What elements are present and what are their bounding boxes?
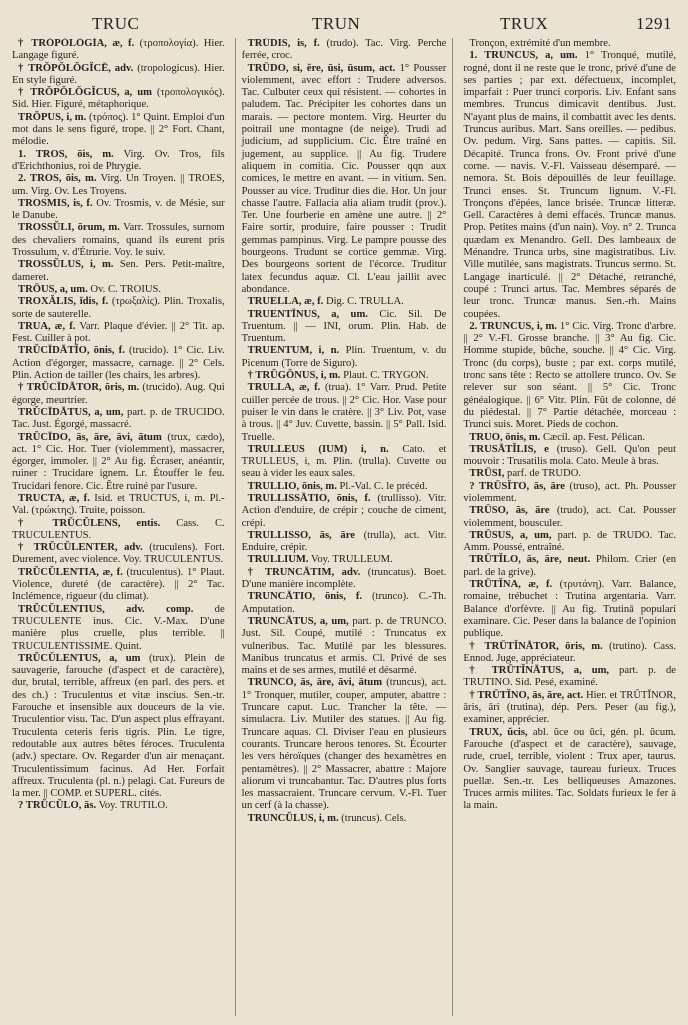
- dictionary-entry: [12, 653, 225, 801]
- entry-definition: (trulla), act. Vitr. Enduire, crépir.: [241, 529, 447, 554]
- entry-definition: Philom. Crier (en parl. de la grive).: [463, 554, 677, 578]
- entry-headword: TROSSŬLI, ōrum, m.: [18, 222, 120, 234]
- entry-headword: TRŬCŬLENTUS, a, um: [18, 652, 141, 664]
- entry-headword: TRŪSO, ās, āre: [469, 505, 550, 517]
- dictionary-entry: [12, 800, 225, 812]
- entry-definition: parf. de TRUDO.: [507, 468, 581, 480]
- dictionary-entry: [12, 149, 225, 174]
- entry-definition: Sen. Pers. Petit-maître, dameret.: [12, 259, 225, 283]
- entry-headword: TRUNCŬLUS, i, m.: [247, 812, 339, 824]
- entry-definition: part. p. de TRUDO. Tac. Amm. Poussé, entraîné.: [463, 529, 676, 554]
- entry-headword: TROSSŬLUS, i, m.: [18, 259, 114, 271]
- entry-definition: Virg. Un Troyen. || TROES, um. Virg. Ov. Les Troyens.: [12, 173, 225, 197]
- entry-definition: Plin. Truentum, v. du Picenum (Torre de Siguro).: [241, 345, 447, 369]
- entry-headword: TROSMIS, is, f.: [18, 197, 93, 209]
- entry-headword: 1. TROS, ōis, m.: [18, 148, 114, 160]
- center-running-head: TRUN: [312, 14, 361, 33]
- dictionary-entry: [242, 370, 447, 382]
- entry-definition: (τροπολογικός). Sid. Hier. Figuré, métaphorique.: [12, 87, 225, 111]
- entry-headword: TRUA, æ, f.: [18, 320, 76, 332]
- entry-headword: TRŪDIS, is, f.: [247, 38, 320, 49]
- column-left: [12, 38, 225, 1016]
- entry-definition: Varr. Plaque d'évier. || 2° Tit. ap. Fest. Cuiller à pot.: [12, 320, 225, 345]
- entry-headword: ? TRŪSĬTO, ās, āre: [469, 480, 565, 492]
- right-running-head: TRUX: [500, 14, 549, 33]
- dictionary-entry: [12, 284, 225, 296]
- entry-headword: TRUO, ōnis, m.: [469, 431, 541, 443]
- dictionary-entry: [242, 530, 447, 555]
- entry-definition: part. p. de TRUTINO. Sid. Pesé, examiné.: [463, 665, 677, 689]
- dictionary-entry: [463, 444, 676, 469]
- entry-definition: (τροπολογία). Hier. Langage figuré.: [12, 38, 225, 62]
- entry-definition: (τρυτάνη). Varr. Balance, romaine, trébuchet : Trutina argentaria. Varr. Balance d'orfèvre. || Au fig. Trutinā populari examinare. Cic. Peser dans la balance de l'opinion publique.: [463, 579, 677, 640]
- entry-headword: TRULLISSĀTIO, ōnis, f.: [247, 492, 371, 504]
- dictionary-entry: [242, 296, 447, 308]
- entry-definition: 1° Cic. Virg. Tronc d'arbre. || 2° V.-Fl. Grosse branche. || 3° Au fig. Cic. Homme stupide, bûche, souche. || 4° Cic. Virg. Tronc (du corps), buste ; par ext. corps mutilé, tronc sans tête : Recto se attollere trunco. Ov. Se relever sur son séant. || 5° Cic. Tronc généalogique. || 6° Vitr. Plin. Fût de colonne, dé du piédestal. || 7° Partie détachée, morceau : Trunci suis. Moret. Pieds de cochon.: [463, 320, 677, 431]
- dictionary-entry: [463, 505, 676, 530]
- entry-definition: Cass. C. TRUCULENTUS.: [12, 517, 225, 541]
- dictionary-entry: [242, 493, 447, 530]
- dictionary-entry: [12, 493, 225, 518]
- entry-definition: (trux). Plein de sauvagerie, farouche (d'aspect et de caractère), dur, brutal, terrible, affreux (en parl. des pers. et des ch.) : Truculentus et vitæ inscius. Sen.-tr. Farouche et insensible aux douceurs de la vie. Truculentior visu. Tac. D'un aspect plus effrayant. Truculenta ceteris feris tigris. Plin. Le tigre, redoutable aux autres bêtes féroces. Truculenta (adv.) spectare. Ov. Regarder d'un air menaçant. Truculentissimum facinus. Ad Her. Forfait affreux. Truculenta (pl. n.) pelagi. Cat. Fureurs de la mer. || COMP. et SUPERL. cités.: [12, 652, 225, 800]
- entry-headword: † TRŬCĪDĀTOR, ōris, m.: [18, 382, 140, 394]
- entry-headword: † TRŎPŎLŎGĬCĒ, adv.: [18, 62, 134, 74]
- entry-definition: (truso). Gell. Qu'on peut mouvoir : Trusatilis mola. Cato. Meule à bras.: [463, 443, 677, 468]
- dictionary-entry: [242, 567, 447, 592]
- dictionary-entry: [12, 518, 225, 543]
- dictionary-entry: [12, 382, 225, 407]
- entry-headword: † TRUNCĀTIM, adv.: [247, 566, 361, 578]
- entry-definition: part. p. de TRUNCO. Just. Sil. Coupé, mutilé : Truncatus ex vulneribus. Tac. Mutilé par les blessures. Manibus truncatus et armis. Cl. Privé de ses mains et de ses armes, mutilé et désarmé.: [241, 615, 447, 677]
- dictionary-entry: [242, 813, 447, 825]
- dictionary-entry: [463, 641, 676, 666]
- dictionary-entry: [242, 591, 447, 616]
- dictionary-entry: [242, 38, 447, 63]
- entry-headword: ? TRŬCŬLO, ās.: [18, 800, 97, 812]
- entry-definition: (τρωξαλίς). Plin. Troxalis, sorte de sauterelle.: [12, 296, 225, 320]
- dictionary-entry: [242, 616, 447, 677]
- entry-definition: Voy. TRULLEUM.: [311, 554, 393, 566]
- entry-headword: TRUNCĀTIO, ōnis, f.: [247, 591, 363, 603]
- entry-headword: TRŪDO, si, ĕre, ūsi, ūsum, act.: [247, 62, 396, 74]
- dictionary-entry: [12, 173, 225, 198]
- entry-headword: TRŬCŬLENTIA, æ, f.: [18, 566, 123, 578]
- entry-headword: TRUNCĀTUS, a, um,: [247, 615, 349, 627]
- entry-definition: 1° Tronqué, mutilé, rogné, dont il ne reste que le tronc, privé d'une de ses parties ; par ext. défectueux, incomplet, imparfait : Puer trunci corporis. Liv. Enfant sans membres. Truncus dimicavit dentibus. Just. N'ayant plus de mains, il combattit avec les dents. Truncus auribus. Mart. Sans oreilles. — pedibus. Ov. pedum. Virg. Sans pattes. — capitis. Sil. Décapité. Trunca frons. Ov. Front privé d'une corne. — navis. V.-Fl. Vaisseau désemparé. — nemora. St. Bois dépouillés de leur feuillage. Trunci enses. St. Truncum lignum. V.-Fl. Tronçons d'épées, lance brisée. Truncæ litteræ. Gell. Caractères à demi effacés. Truncæ manus. Prop. Petites mains (d'un nain). Voy. n° 2. Trunca quædam ex Menandro. Gell. Des lambeaux de Ménandre. Trunca urbs, sine magistratibus. Liv. Ville mutilée, sans magistrats. Truncus sermo. St. Langage inarticulé. || 2° Détaché, retranché, coupé : Trunci artus. Tac. Membres séparés de leur tronc. Truncæ manus. Sen.-rh. Mains coupées.: [463, 50, 677, 320]
- entry-definition: (trunco). C.-Th. Amputation.: [241, 591, 447, 615]
- entry-headword: TRŪTĬLO, ās, āre, neut.: [469, 554, 591, 566]
- dictionary-entry: [463, 432, 676, 444]
- dictionary-entry: [463, 665, 676, 690]
- dictionary-entry: [463, 579, 676, 640]
- entry-definition: Virg. Ov. Tros, fils d'Erichthonius, roi de Phrygie.: [12, 148, 225, 172]
- entry-headword: TRULLIUM.: [247, 554, 309, 566]
- entry-definition: Hier. et TRŪTĬNOR, āris, āri (trutina), dép. Pers. Peser (au fig.), examiner, apprécier.: [463, 689, 677, 726]
- entry-definition: Cæcil. ap. Fest. Pélican.: [542, 431, 646, 443]
- dictionary-entry: [12, 38, 225, 63]
- dictionary-entry: [12, 87, 225, 112]
- entry-definition: (τρόπος). 1° Quint. Emploi d'un mot dans le sens figuré, trope. || 2° Fort. Chant, mélodie.: [12, 111, 225, 148]
- dictionary-entry: [242, 444, 447, 481]
- dictionary-entry: [463, 727, 676, 813]
- left-running-head: TRUC: [92, 14, 140, 33]
- entry-headword: TRŪSUS, a, um,: [469, 529, 552, 541]
- entry-headword: TRUNCO, ās, āre, āvi, ātum: [247, 677, 383, 689]
- entry-headword: TRULLISSO, ās, āre: [247, 529, 355, 541]
- dictionary-entry: [242, 481, 447, 493]
- entry-definition: part. p. de TRUCIDO. Tac. Just. Égorgé, massacré.: [12, 406, 225, 431]
- dictionary-entry: [463, 554, 676, 579]
- entry-definition: Pl.-Val. C. le précéd.: [339, 480, 428, 492]
- entry-definition: de TRUCULENTE inus. Cic. V.-Max. D'une manière plus cruelle, plus terrible. || TRUCULENTISSIME. Quint.: [12, 603, 225, 652]
- column-middle: [235, 38, 454, 1016]
- entry-definition: (trucido). Aug. Qui égorge, meurtrier.: [12, 382, 225, 406]
- entry-headword: TRŪSI,: [469, 468, 505, 480]
- columns: [12, 38, 676, 1016]
- entry-definition: (trux, cædo), act. 1° Cic. Hor. Tuer (violemment), massacrer, égorger, immoler. || 2° Au fig. Écraser, anéantir, ruiner : Trucidare ignem. Lr. Étouffer le feu. Trucidari fenore. Cic. Être ruiné par l'usure.: [12, 431, 225, 492]
- dictionary-entry: [12, 542, 225, 567]
- entry-definition: Cic. Sil. De Truentum. || — INI, orum. Plin. Hab. de Truentum.: [241, 308, 447, 345]
- dictionary-entry: [463, 530, 676, 555]
- dictionary-entry: [12, 407, 225, 432]
- dictionary-entry: [12, 567, 225, 604]
- entry-headword: TRUENTĪNUS, a, um.: [247, 308, 368, 320]
- entry-headword: † TRŬCŬLENS, entis.: [18, 517, 161, 529]
- entry-headword: TRUSĀTĬLIS, e: [469, 443, 549, 455]
- entry-definition: 1° Pousser violemment, avec effort : Trudere adversos. Tac. Culbuter ceux qui résistent. — cohortes in paludem. Tac. Précipiter les cohortes dans un marais. — pectore montem. Virg. Heurter du poitrail une montagne (de neige). Trudi ad judicium, ad supplicium. Cic. Être traîné en jugement, au supplice. || Au fig. Trudere aliquem in comitia. Cic. Pousser qqn aux comices, le mettre en avant. — in vitium. Sen. Pousser au vice. Truditur dies die. Hor. Un jour chasse l'autre. Fallacia alia aliam trudit (prov.). Ter. Une fourberie en amène une autre. || 2° Faire sortir, produire, faire pousser : Trudit gemmas pampinus. Virg. Le pampre pousse des bourgeons. Trudunt se cortice gemmæ. Virg. Des bourgeons sortent de l'écorce. Truditur latex fecundus aquæ. Cl. L'eau jaillit avec abondance.: [241, 62, 447, 295]
- dictionary-entry: [463, 321, 676, 432]
- entry-definition: (trua). 1° Varr. Prud. Petite cuiller percée de trous. || 2° Cic. Hor. Vase pour puiser le vin dans le cratère. || 3° Liv. Pot, vase à trous. || 4° Juv. Cuvette, bassin. || 5° Pall. Isid. Truelle.: [241, 382, 447, 443]
- dictionary-entry: [12, 296, 225, 321]
- entry-definition: Plaut. C. TRYGON.: [343, 370, 429, 382]
- dictionary-entry: [12, 198, 225, 223]
- entry-definition: (truculens). Fort. Durement, avec violence. Voy. TRUCULENTUS.: [12, 542, 225, 566]
- entry-definition: Varr. Trossules, surnom des chevaliers romains, quand ils eurent pris Trossulum, v. d'Étrurie. Voy. le suiv.: [12, 222, 225, 259]
- entry-headword: TRULLIO, ōnis, m.: [247, 480, 337, 492]
- entry-headword: TRŬCĪDO, ās, āre, āvi, ātum: [18, 431, 162, 443]
- entry-headword: TRULLEUS (IUM) i, n.: [247, 443, 389, 455]
- entry-headword: TRULLA, æ, f.: [247, 382, 321, 394]
- dictionary-entry: [12, 259, 225, 284]
- dictionary-entry: [242, 677, 447, 812]
- entry-headword: TRŎPUS, i, m.: [18, 111, 87, 123]
- dictionary-entry: [12, 112, 225, 149]
- page-number: 1291: [636, 14, 672, 33]
- entry-headword: TRŬCĪDĀTUS, a, um,: [18, 406, 124, 418]
- entry-definition: Cato. et TRULLEUS, i, m. Plin. (trulla). Cuvette ou seau à vider les eaux sales.: [241, 443, 447, 480]
- entry-headword: † TRŪTĬNĀTOR, ōris, m.: [469, 640, 603, 652]
- entry-headword: 2. TROS, ōis, m.: [18, 173, 97, 185]
- entry-headword: TRŬCŬLENTIUS, adv. comp.: [18, 603, 194, 615]
- entry-headword: 2. TRUNCUS, i, m.: [469, 320, 557, 332]
- dictionary-entry: [242, 554, 447, 566]
- entry-definition: (trudo). Tac. Virg. Perche ferrée, croc.: [241, 38, 447, 62]
- entry-headword: † TRŪTĬNĀTUS, a, um,: [469, 665, 610, 677]
- entry-headword: TRŪTĬNA, æ, f.: [469, 579, 553, 591]
- entry-definition: Ov. Trosmis, v. de Mésie, sur le Danube.: [12, 197, 225, 222]
- entry-definition: Ov. C. TROIUS.: [90, 283, 162, 295]
- entry-headword: TRŬCĪDĀTĬO, ōnis, f.: [18, 345, 125, 357]
- entry-definition: (trullisso). Vitr. Action d'enduire, de crépir ; couche de ciment, crépi.: [241, 492, 447, 529]
- entry-definition: (truculentus). 1° Plaut. Violence, dureté (de caractère). || 2° Tac. Inclémence, rigueur (du climat).: [12, 566, 225, 603]
- page-header: [12, 14, 676, 38]
- entry-headword: † TRŬCŬLENTER, adv.: [18, 542, 143, 554]
- entry-definition: (trudo), act. Cat. Pousser violemment, bousculer.: [463, 505, 677, 529]
- dictionary-entry: [242, 63, 447, 297]
- entry-headword: TRUCTA, æ, f.: [18, 492, 90, 504]
- dictionary-entry: [12, 345, 225, 382]
- dictionary-entry: [463, 481, 676, 506]
- dictionary-entry: [12, 63, 225, 88]
- dictionary-entry: [242, 345, 447, 370]
- entry-definition: Voy. TRUTILO.: [98, 800, 168, 812]
- entry-headword: TRŌUS, a, um.: [18, 283, 88, 295]
- dictionary-entry: [242, 382, 447, 443]
- entry-definition: (trutino). Cass. Ennod. Juge, appréciateur.: [463, 640, 677, 664]
- dictionary-entry: [12, 604, 225, 653]
- entry-definition: (truncatus). Boet. D'une manière incomplète.: [241, 566, 447, 591]
- entry-headword: † TRŎPŎLŎGĬA, æ, f.: [18, 38, 135, 49]
- entry-headword: TRUENTUM, i, n.: [247, 345, 340, 357]
- dictionary-entry: [463, 468, 676, 480]
- entry-definition: Isid. et TRUCTUS, i, m. Pl.-Val. (τρώκτης). Truite, poisson.: [12, 492, 225, 517]
- entry-headword: † TRŪTĬNO, ās, āre, act.: [469, 689, 584, 701]
- dictionary-entry: [12, 222, 225, 259]
- entry-headword: TRUELLA, æ, f.: [247, 296, 324, 308]
- entry-definition: (trucido). 1° Cic. Liv. Action d'égorger, massacre, carnage. || 2° Cels. Plin. Action de tailler (les chairs, les arbres).: [12, 345, 225, 382]
- dictionary-entry: [463, 38, 676, 50]
- entry-definition: Dig. C. TRULLA.: [325, 296, 404, 308]
- entry-definition: (truncus), act. 1° Tronquer, mutiler, couper, amputer, abattre : Truncare caput. Luc. Trancher la tête. — simulacra. Liv. Mutiler des statues. || Au fig. Truncare aquas. Cl. Diviser l'eau en plusieurs courants. Truncare heroos tenores. St. Écourter les vers héroïques (changer des hexamètres en pentamètres). || 2° Massacrer, abattre : Majore aliorum vi truncabantur. Tac. D'autres plus forts les massacraient. Truncare cervum. V.-Fl. Tuer un cerf (à la chasse).: [241, 677, 447, 812]
- dictionary-entry: [463, 50, 676, 321]
- entry-headword: TRUX, ŭcis,: [469, 726, 528, 738]
- entry-definition: abl. ŭce ou ŭci, gén. pl. ŭcum. Farouche (d'aspect et de caractère), sauvage, rude, cruel, terrible, violent : Trux aper, taurus. Ov. Sanglier sauvage, taureau furieux. Truces puellæ. Sen.-tr. Les belliqueuses Amazones. Truces armis milites. Tac. Soldats furieux le fer à la main.: [463, 726, 677, 812]
- dictionary-entry: [12, 321, 225, 346]
- entry-definition: (truso), act. Ph. Pousser violemment.: [463, 480, 676, 504]
- entry-headword: † TRŬGŎNUS, i, m.: [247, 370, 341, 382]
- entry-definition: Tronçon, extrémité d'un membre.: [469, 38, 611, 49]
- column-right: [463, 38, 676, 1016]
- entry-headword: † TRŎPŎLŎGĬCUS, a, um: [18, 87, 152, 99]
- dictionary-entry: [463, 690, 676, 727]
- entry-headword: TROXĂLIS, ĭdis, f.: [18, 296, 109, 308]
- entry-headword: 1. TRUNCUS, a, um.: [469, 50, 578, 62]
- entry-definition: (tropologicus). Hier. En style figuré.: [12, 62, 225, 86]
- dictionary-entry: [242, 309, 447, 346]
- dictionary-entry: [12, 432, 225, 493]
- entry-definition: (truncus). Cels.: [341, 812, 407, 824]
